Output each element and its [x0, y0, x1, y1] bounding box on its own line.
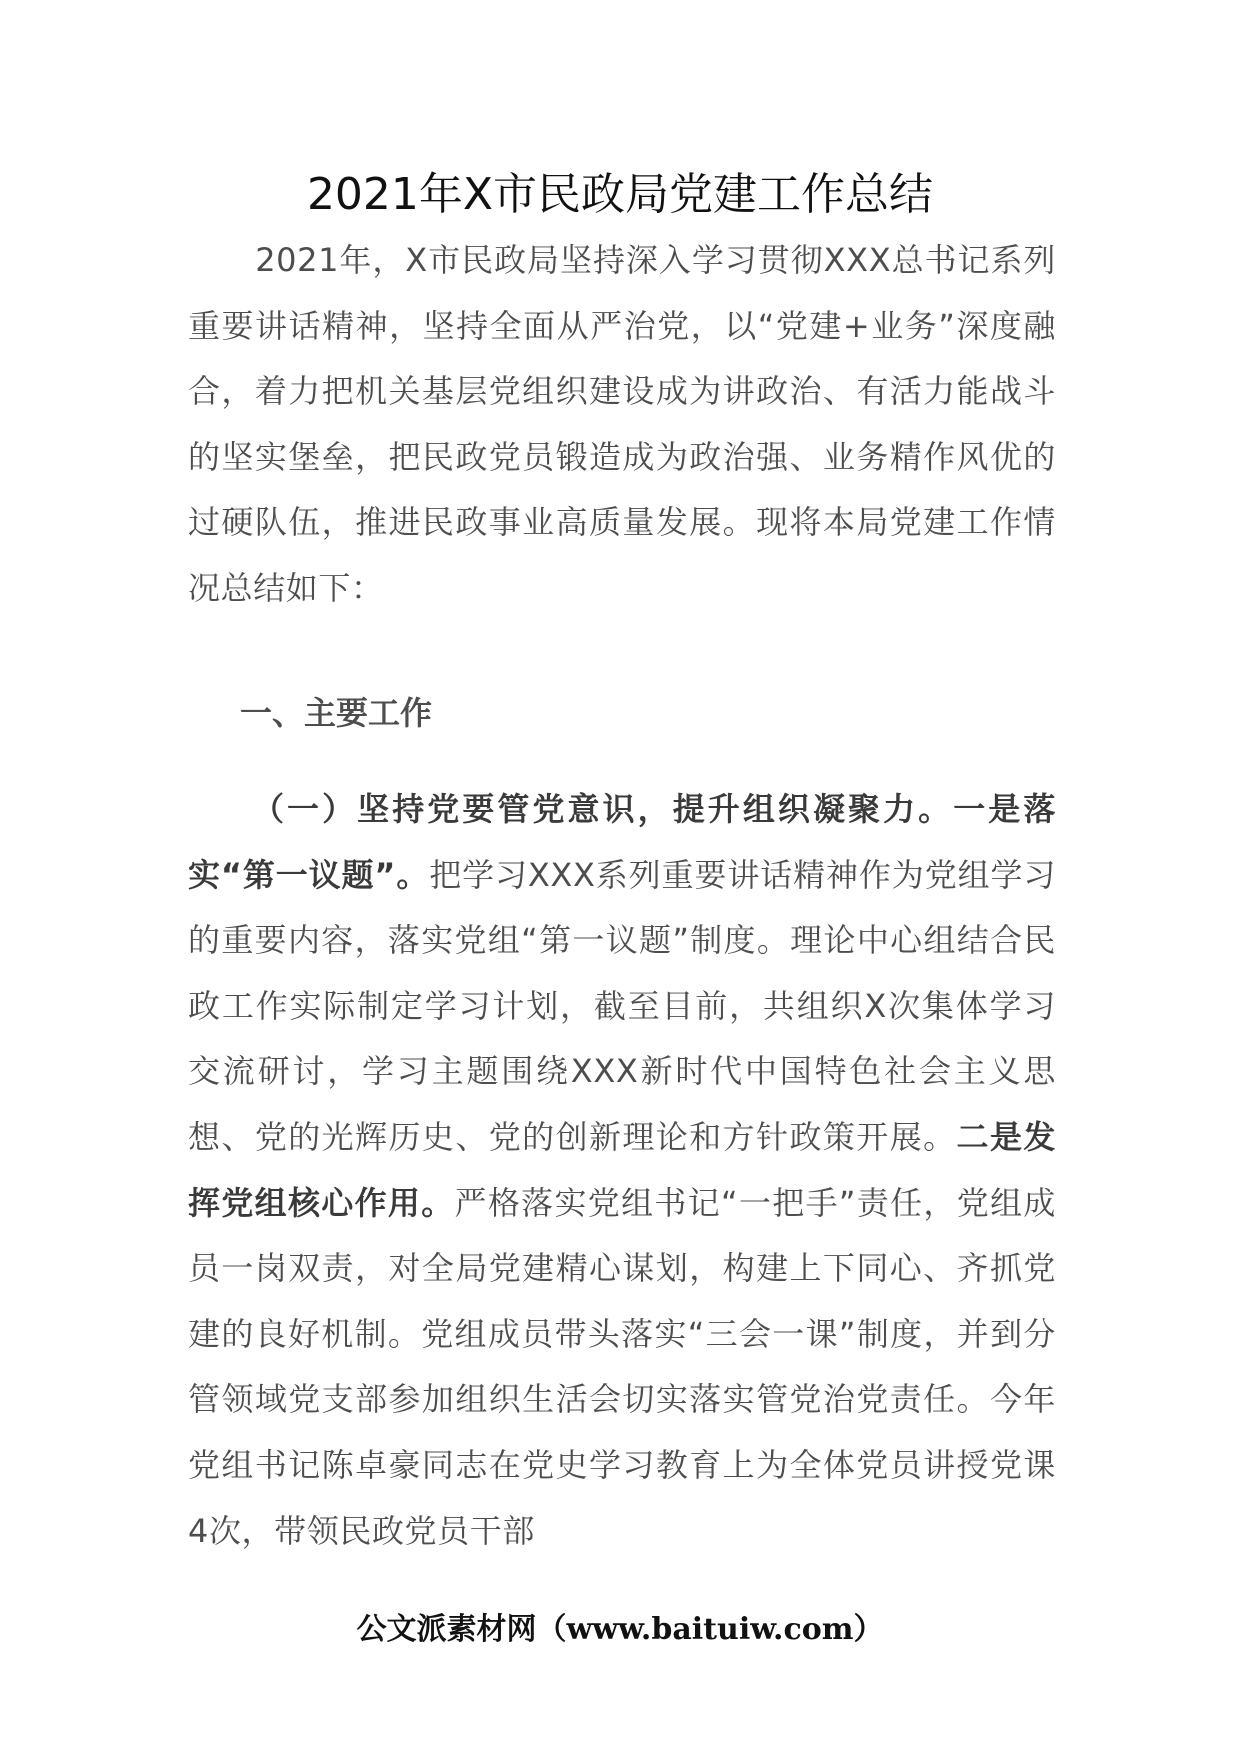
section-1-heading: （一）坚持党要管党意识，提升组织凝聚力。	[252, 790, 954, 828]
point-1-title: 一是落实“第一议题”。	[188, 790, 1056, 894]
section-heading-main-work: 一、主要工作	[240, 694, 433, 732]
document-title: 2021年X市民政局党建工作总结	[306, 169, 934, 220]
point-1-text: 把学习XXX系列重要讲话精神作为党组学习的重要内容，落实党组“第一议题”制度。理论中心组结合民政工作实际制定学习计划，截至目前，共组织X次集体学习交流研讨，学习主题围绕XXX新时代中国特色社会主义思想、党的光辉历史、党的创新理论和方针政策开展。	[188, 855, 1056, 1156]
point-2-text: 严格落实党组书记“一把手”责任，党组成员一岗双责，对全局党建精心谋划，构建上下同心、齐抓党建的良好机制。党组成员带头落实“三会一课”制度，并到分管领域党支部参加组织生活会切实落实管党治党责任。今年党组书记陈卓豪同志在党史学习教育上为全体党员讲授党课4次，带领民政党员干部	[188, 1183, 1056, 1550]
intro-paragraph-block	[188, 228, 1056, 622]
footer-watermark-text: 公文派素材网（www.baituiw.com）	[356, 1612, 884, 1647]
section-1-paragraph	[188, 777, 1056, 1564]
intro-paragraph: 2021年，X市民政局坚持深入学习贯彻XXX总书记系列重要讲话精神，坚持全面从严治党，以“党建+业务”深度融合，着力把机关基层党组织建设成为讲政治、有活力能战斗的坚实堡垒，把民政党员锻造成为政治强、业务精作风优的过硬队伍，推进民政事业高质量发展。现将本局党建工作情况总结如下：	[188, 241, 1056, 607]
section-1-block	[188, 777, 1056, 1564]
point-2-title: 二是发挥党组核心作用。	[188, 1117, 1056, 1222]
